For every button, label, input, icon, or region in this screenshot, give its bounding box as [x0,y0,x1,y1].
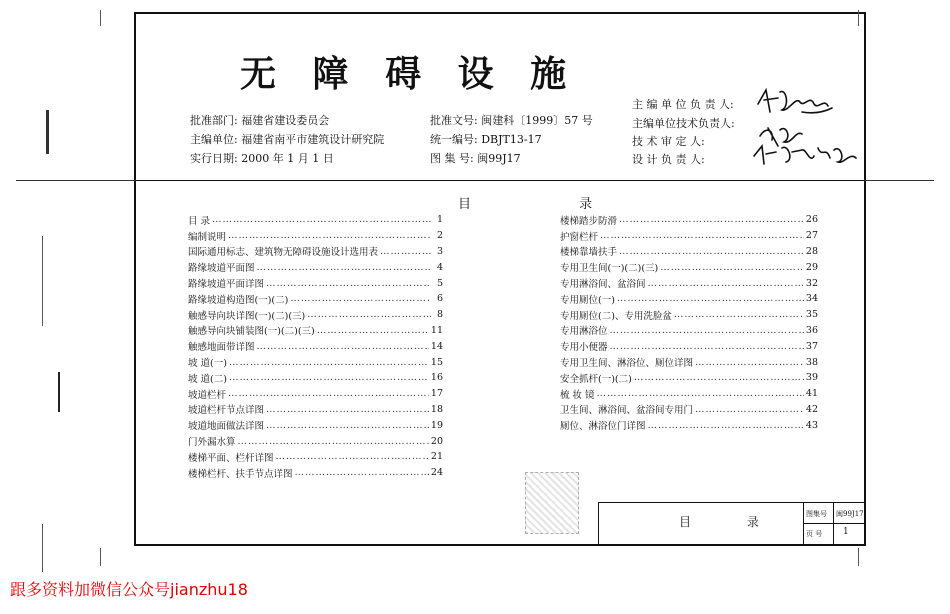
toc-entry-page: 5 [436,277,443,289]
toc-entry-page: 3 [436,245,443,257]
toc-entry-page: 34 [805,293,818,305]
meta-value: 福建省建设委员会 [241,114,330,127]
toc-leader-dots [634,372,804,383]
title-block [598,502,864,544]
toc-entry [188,338,443,354]
trim-mark [858,548,859,566]
toc-entry-title: 坡道栏杆节点详图 [188,405,265,417]
toc-leader-dots [317,325,429,336]
toc-entry [188,354,443,370]
toc-entry [560,338,818,354]
toc-entry [188,449,443,465]
toc-leader-dots [619,214,804,225]
toc-entry [560,275,818,291]
toc-leader-dots [266,404,429,415]
header-divider [134,180,866,181]
binding-mark [42,236,43,326]
toc-entry [188,417,443,433]
toc-entry [188,323,443,339]
toc-entry-title: 坡 道(一) [188,358,227,370]
signature-label-tech-head: 主编单位技术负责人: [632,117,735,130]
toc-entry-title: 楼梯栏杆、扶手节点详图 [188,468,293,480]
meta-label: 统一编号: [430,133,478,146]
toc-leader-dots [257,262,431,273]
toc-entry-title: 厕位、淋浴位门详图 [560,421,646,433]
page-number-value: 1 [843,527,849,537]
toc-leader-dots [266,420,429,431]
meta-label: 主编单位: [190,133,238,146]
toc-entry-page: 6 [436,293,443,305]
toc-entry-title: 专用卫生间(一)(二)(三) [560,263,659,275]
toc-entry-title: 路缘坡道平面详图 [188,279,265,291]
atlas-number-value: 闽99J17 [836,510,864,518]
toc-entry-title: 坡 道(二) [188,373,227,385]
toc-entry [560,307,818,323]
toc-leader-dots [229,357,429,368]
handwritten-signatures [752,86,862,174]
inspection-stamp [525,472,579,534]
toc-entry-title: 目 录 [188,215,211,227]
toc-entry [188,244,443,260]
toc-entry-page: 21 [430,451,443,463]
toc-entry [188,307,443,323]
toc-entry-page: 41 [805,388,818,400]
toc-entry [188,228,443,244]
toc-entry-title: 门外漏水算 [188,437,236,449]
toc-entry [560,354,818,370]
toc-entry-title: 触感导向块详图(一)(二)(三) [188,310,306,322]
toc-entry-title: 编制说明 [188,231,227,243]
toc-entry-page: 38 [805,356,818,368]
toc-entry-page: 29 [805,261,818,273]
toc-entry-title: 专用厕位(一) [560,294,615,306]
binding-mark [58,372,60,412]
trim-mark [100,548,101,566]
binding-mark [46,110,49,154]
toc-entry-page: 26 [805,214,818,226]
toc-leader-dots [619,246,804,257]
binding-mark [42,524,43,572]
signature-label-designer: 设 计 负 责 人: [632,153,705,166]
meta-value: 2000 年 1 月 1 日 [241,152,334,165]
toc-leader-dots [610,341,804,352]
toc-entry-page: 19 [430,419,443,431]
toc-leader-dots [276,451,429,462]
trim-line-right [864,180,934,181]
toc-leader-dots [695,404,804,415]
toc-entry-page: 27 [805,230,818,242]
toc-leader-dots [290,293,431,304]
page-number-label: 页 号 [806,530,823,538]
toc-entry-title: 楼梯平面、栏杆详图 [188,452,274,464]
toc-leader-dots [380,246,431,257]
toc-entry-page: 28 [805,245,818,257]
toc-entry-page: 36 [805,324,818,336]
toc-leader-dots [600,230,804,241]
meta-chief-unit [190,131,384,147]
toc-entry-page: 35 [805,309,818,321]
toc-entry-page: 2 [436,230,443,242]
toc-entry [560,402,818,418]
toc-entry [188,212,443,228]
toc-leader-dots [295,467,429,478]
toc-entry-title: 安全抓杆(一)(二) [560,373,632,385]
toc-entry-title: 专用厕位(二)、专用洗脸盆 [560,310,672,322]
toc-entry-page: 11 [430,324,443,336]
toc-entry-page: 39 [805,372,818,384]
toc-entry [560,244,818,260]
toc-entry-page: 20 [430,435,443,447]
toc-entry-title: 专用小便器 [560,342,608,354]
trim-mark [858,10,859,26]
toc-entry-page: 18 [430,403,443,415]
toc-leader-dots [238,436,429,447]
toc-entry-page: 16 [430,372,443,384]
toc-leader-dots [648,420,804,431]
toc-entry [188,386,443,402]
toc-entry [188,433,443,449]
meta-approval-number [430,112,593,128]
toc-leader-dots [648,278,804,289]
toc-entry-title: 触感导向块铺装图(一)(二)(三) [188,326,315,338]
toc-entry-title: 护窗栏杆 [560,231,599,243]
toc-entry [560,417,818,433]
toc-entry-page: 24 [430,467,443,479]
toc-entry [188,275,443,291]
toc-entry-page: 8 [436,309,443,321]
meta-label: 批准部门: [190,114,238,127]
toc-leader-dots [307,309,431,320]
meta-atlas-number [430,150,521,166]
meta-approval-dept [190,112,329,128]
toc-entry [560,259,818,275]
toc-title: 目 录 [458,197,645,212]
toc-entry-page: 15 [430,356,443,368]
meta-value: DBJT13-17 [481,133,542,146]
trim-mark [100,10,101,26]
meta-label: 批准文号: [430,114,478,127]
toc-entry-title: 坡道栏杆 [188,389,227,401]
meta-unified-number [430,131,542,147]
title-block-divider [803,523,864,524]
toc-entry-title: 坡道地面做法详图 [188,421,265,433]
toc-entry-title: 专用淋浴位 [560,326,608,338]
meta-label: 实行日期: [190,152,238,165]
toc-entry [560,291,818,307]
toc-entry-page: 42 [805,403,818,415]
toc-entry [560,212,818,228]
toc-entry-page: 43 [805,419,818,431]
toc-leader-dots [674,309,804,320]
toc-column-left [188,212,443,481]
meta-label: 图 集 号: [430,152,474,165]
toc-column-right [560,212,818,433]
toc-entry-page: 37 [805,340,818,352]
toc-entry-title: 卫生间、淋浴间、盆浴间专用门 [560,405,694,417]
title-block-name: 目 录 [679,515,785,529]
toc-entry-title: 梳 妆 镜 [560,389,595,401]
toc-entry-title: 路缘坡道平面图 [188,263,255,275]
toc-entry-title: 国际通用标志、建筑物无障碍设施设计选用表 [188,247,379,259]
toc-entry [188,259,443,275]
toc-entry [560,386,818,402]
toc-entry-page: 1 [436,214,443,226]
toc-entry [560,370,818,386]
toc-leader-dots [610,325,804,336]
toc-leader-dots [229,372,429,383]
toc-entry [188,291,443,307]
toc-leader-dots [228,230,431,241]
signature-label-chief-head: 主 编 单 位 负 责 人: [632,98,734,111]
meta-value: 福建省南平市建筑设计研究院 [241,133,385,146]
toc-entry-title: 专用淋浴间、盆浴间 [560,279,646,291]
atlas-number-label: 图集号 [806,510,827,518]
toc-entry [560,323,818,339]
toc-entry-page: 17 [430,388,443,400]
toc-entry-title: 路缘坡道构造图(一)(二) [188,294,289,306]
toc-leader-dots [617,293,804,304]
toc-entry-title: 专用卫生间、淋浴位、厕位详图 [560,358,694,370]
toc-entry [560,228,818,244]
toc-leader-dots [228,388,429,399]
toc-leader-dots [212,214,431,225]
toc-entry-title: 楼梯靠墙扶手 [560,247,618,259]
toc-entry [188,370,443,386]
trim-line-left [16,180,136,181]
toc-entry-page: 14 [430,340,443,352]
toc-leader-dots [660,262,804,273]
toc-entry [188,465,443,481]
meta-value: 闽99J17 [477,152,521,165]
document-title: 无 障 碍 设 施 [240,54,579,95]
toc-entry-title: 楼梯踏步防滑 [560,215,618,227]
meta-effective-date [190,150,334,166]
toc-leader-dots [257,341,429,352]
signature-label-reviewer: 技 术 审 定 人: [632,135,705,148]
toc-entry-page: 32 [805,277,818,289]
footer-promo-text: 跟多资料加微信公众号jianzhu18 [10,580,248,599]
toc-leader-dots [597,388,804,399]
toc-leader-dots [695,357,804,368]
toc-entry [188,402,443,418]
meta-value: 闽建科〔1999〕57 号 [481,114,593,127]
toc-entry-page: 4 [436,261,443,273]
toc-entry-title: 触感地面带详图 [188,342,255,354]
toc-leader-dots [266,278,431,289]
